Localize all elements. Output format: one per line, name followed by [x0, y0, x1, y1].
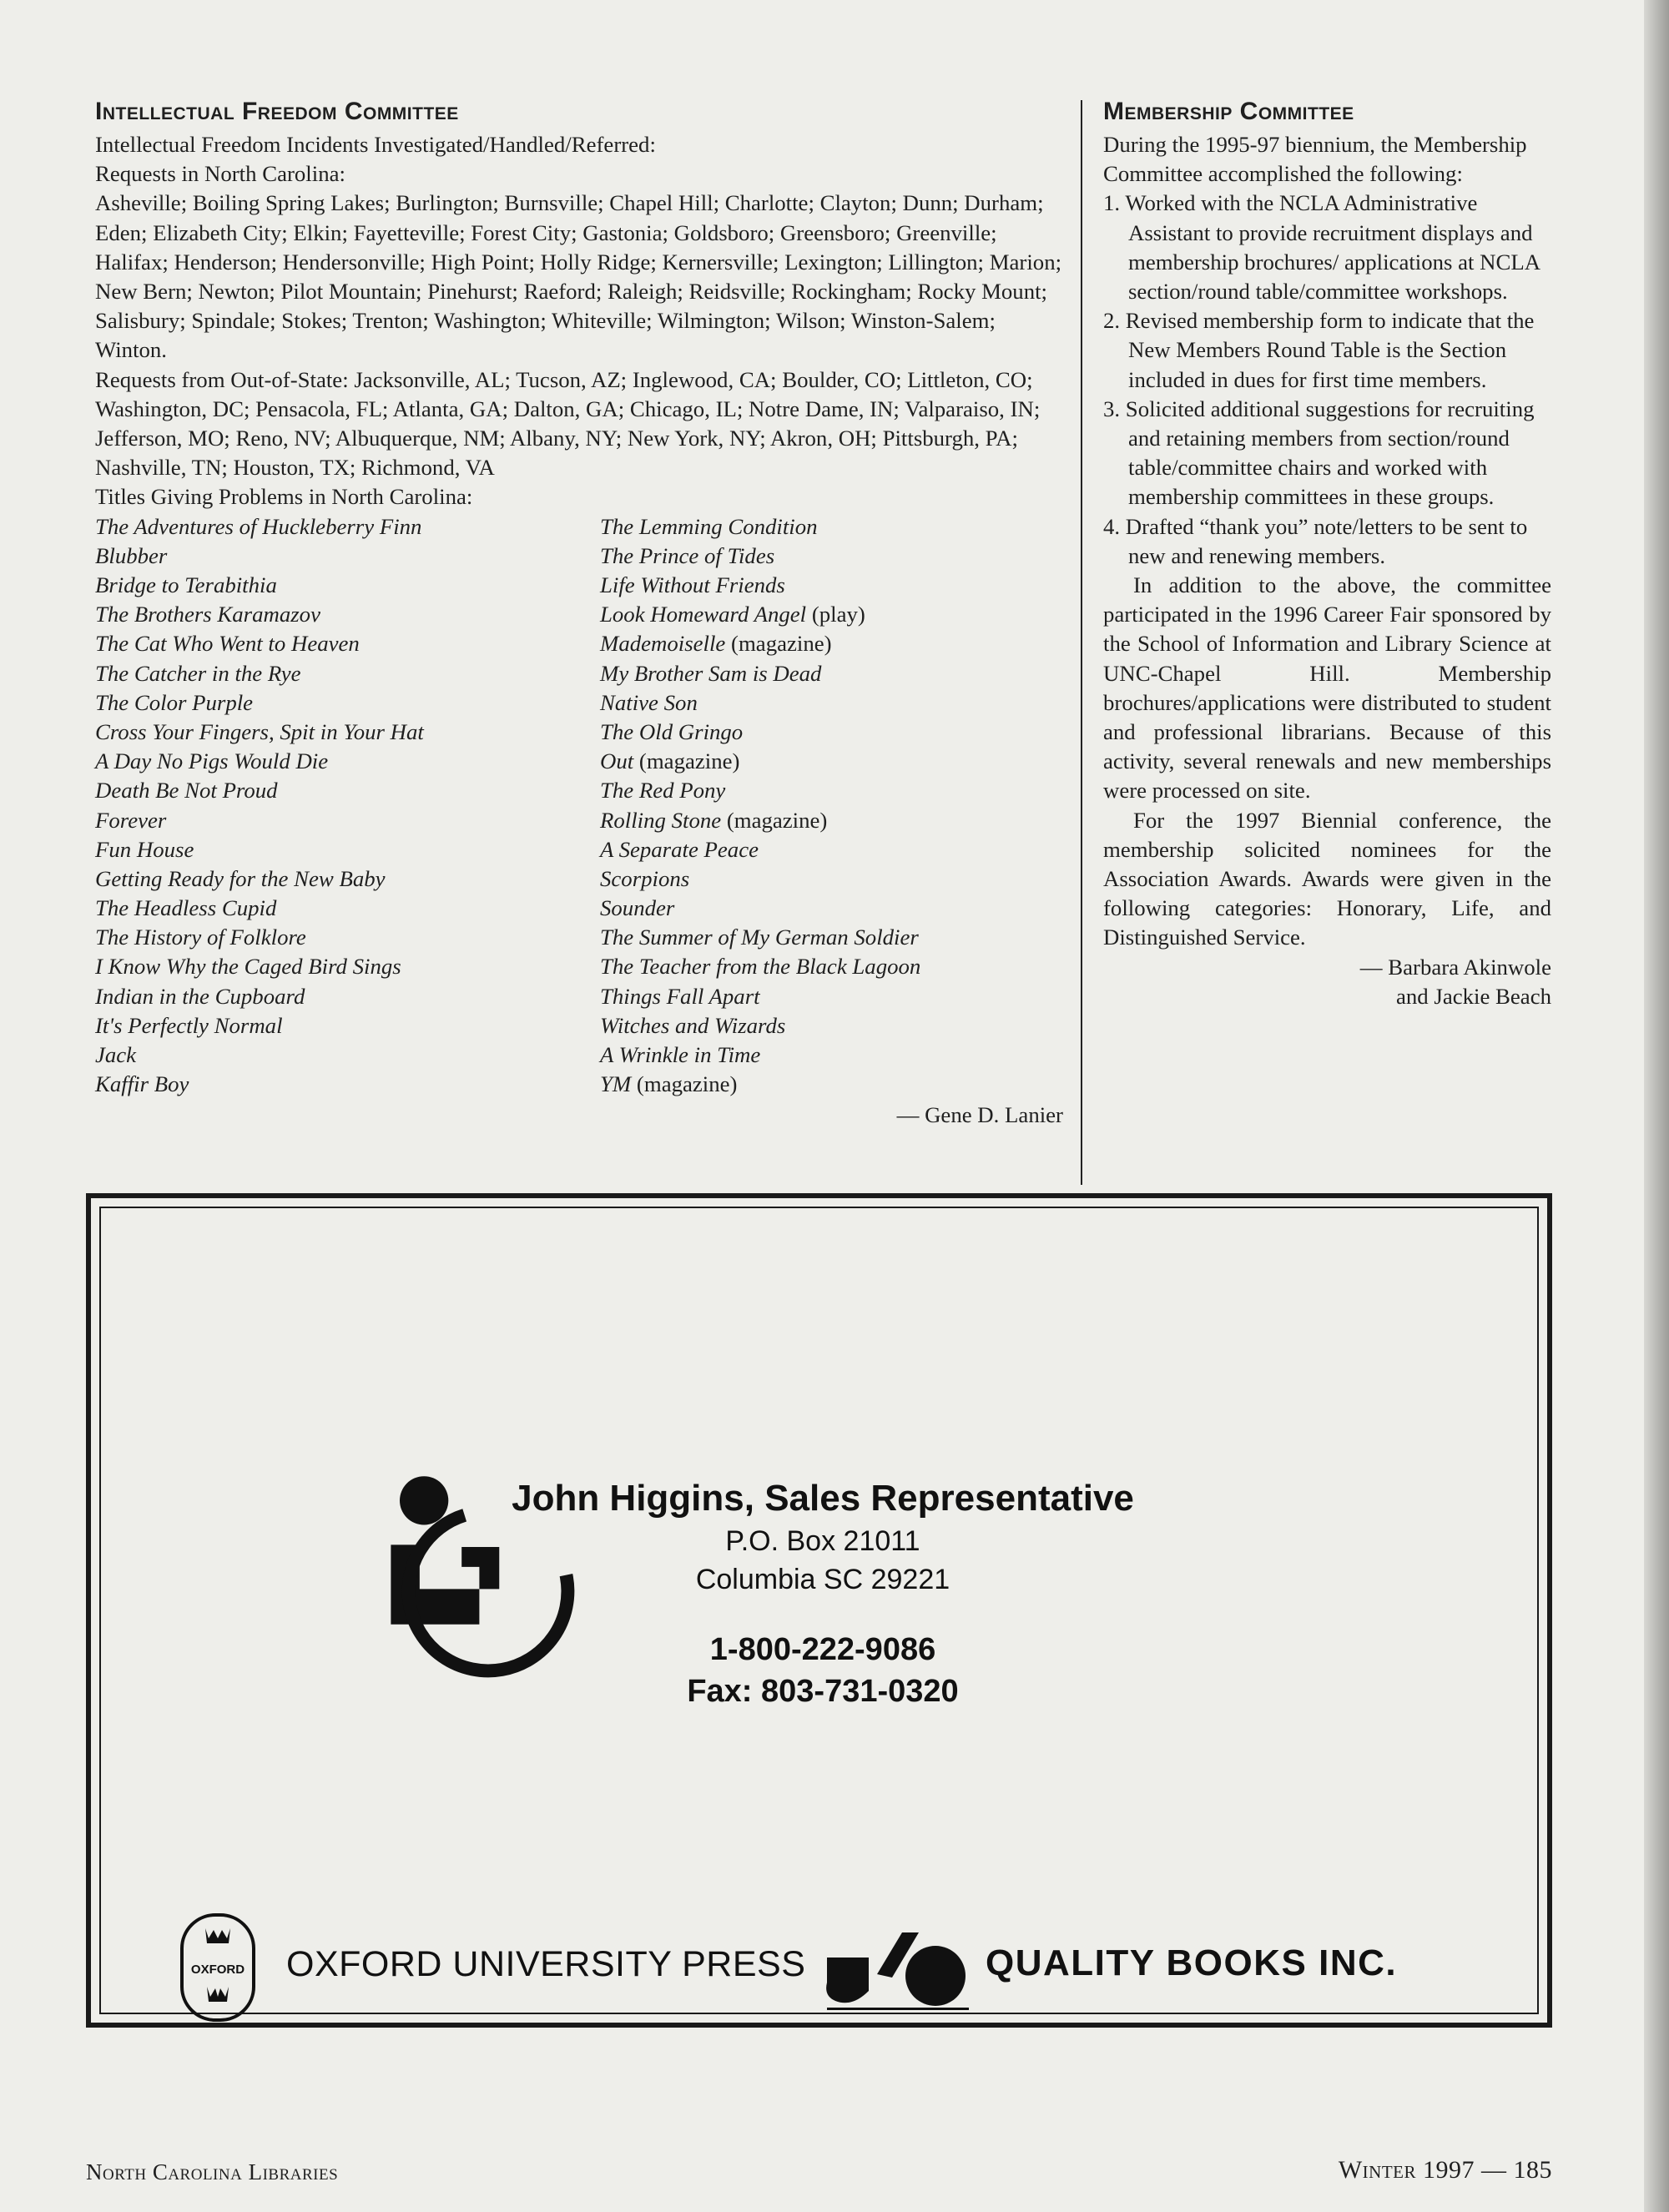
book-title: [600, 688, 920, 718]
rep-name: John Higgins, Sales Representative: [512, 1478, 1134, 1519]
quality-books-name: QUALITY BOOKS INC.: [986, 1942, 1398, 1983]
list-item: 1. Worked with the NCLA Administrative Assistant to provide recruitment displays and membership brochures/ applications at NCLA section/round table/committee workshops.: [1103, 190, 1540, 305]
book-title-text: Mademoiselle: [600, 631, 726, 657]
book-title: [95, 629, 600, 658]
book-format-note: (magazine): [633, 748, 740, 774]
membership-signature-1: — Barbara Akinwole: [1359, 954, 1551, 980]
oxford-university-press-name: OXFORD UNIVERSITY PRESS: [286, 1944, 806, 1984]
book-title-text: Life Without Friends: [600, 572, 785, 598]
book-title: [95, 923, 600, 952]
book-title-text: Cross Your Fingers, Spit in Your Hat: [95, 718, 424, 744]
book-title-text: The Color Purple: [95, 689, 254, 715]
book-title-text: I Know Why the Caged Bird Sings: [95, 954, 401, 980]
book-title-text: Look Homeward Angel: [600, 602, 807, 627]
book-format-note: (magazine): [721, 807, 828, 833]
fax-number: Fax: 803-731-0320: [687, 1674, 959, 1709]
book-title-text: Jack: [95, 1042, 137, 1068]
book-title-text: Bridge to Terabithia: [95, 572, 277, 598]
book-title-text: The Red Pony: [600, 778, 726, 804]
oxford-crest-label: OXFORD: [190, 1963, 245, 1977]
book-title-text: Blubber: [95, 542, 168, 568]
column-divider: [1081, 100, 1082, 1185]
book-title-text: The Lemming Condition: [600, 513, 818, 539]
book-title: [600, 659, 920, 688]
book-title: [95, 718, 600, 747]
nc-requests-label: Requests in North Carolina:: [95, 161, 345, 187]
book-title: [600, 923, 920, 952]
book-title-text: The Cat Who Went to Heaven: [95, 631, 360, 657]
book-title: [95, 600, 600, 629]
book-title: [600, 629, 920, 658]
footer-journal-title: North Carolina Libraries: [86, 2159, 339, 2184]
out-of-state-list: Requests from Out-of-State: Jacksonville, AL; Tucson, AZ; Inglewood, CA; Boulder, CO; Littleton, CO; Washington, DC; Pensacola, FL; Atlanta, GA; Dalton, GA; Chicago, IL; Notre Dame, IN; Valparaiso, IN; Jefferson, MO; Reno, NV; Albuquerque, NM; Albany, NY; New York, NY; Akron, OH; Pittsburgh, PA; Nashville, TN; Houston, TX; Richmond, VA: [95, 366, 1041, 481]
book-title: [600, 600, 920, 629]
book-title-text: Witches and Wizards: [600, 1012, 786, 1038]
book-title-text: A Day No Pigs Would Die: [95, 748, 329, 774]
book-title: [600, 718, 920, 747]
book-title: [95, 776, 600, 805]
titles-column-right: [600, 512, 920, 1100]
oxford-crest-icon: [180, 1913, 255, 2022]
book-title: [95, 512, 600, 542]
membership-section: [1103, 97, 1551, 1011]
book-title: [600, 1011, 920, 1040]
book-title-text: A Separate Peace: [600, 836, 759, 862]
challenged-titles: [95, 512, 1063, 1100]
membership-paragraph-career-fair: In addition to the above, the committee participated in the 1996 Career Fair sponsored by the School of Information and Library Science at UNC-Chapel Hill. Membership brochures/applications were distributed to student and professional librarians. Because of this activity, several renewals and new memberships were processed on site.: [1103, 572, 1551, 804]
book-title-text: The Summer of My German Soldier: [600, 925, 919, 950]
book-title-text: The Prince of Tides: [600, 542, 775, 568]
book-title-text: Indian in the Cupboard: [95, 983, 305, 1009]
book-title: [95, 864, 600, 894]
book-title-text: Things Fall Apart: [600, 983, 760, 1009]
membership-signature-2: and Jackie Beach: [1396, 983, 1551, 1009]
book-title: [95, 659, 600, 688]
book-title-text: Forever: [95, 807, 167, 833]
book-title: [600, 806, 920, 835]
book-title: [95, 688, 600, 718]
book-format-note: (play): [806, 602, 865, 627]
book-title: [600, 542, 920, 571]
book-title: [600, 894, 920, 923]
book-title-text: Death Be Not Proud: [95, 778, 278, 804]
book-title: [95, 1011, 600, 1040]
book-title-text: The History of Folklore: [95, 925, 306, 950]
quality-books-logo-icon: [819, 1924, 977, 2016]
book-title-text: Kaffir Boy: [95, 1071, 189, 1097]
book-title-text: Fun House: [95, 836, 194, 862]
membership-list: [1103, 189, 1551, 571]
book-title: [600, 571, 920, 600]
book-title: [600, 776, 920, 805]
book-title: [600, 952, 920, 981]
phone-number: 1-800-222-9086: [709, 1632, 936, 1667]
book-title-text: A Wrinkle in Time: [600, 1042, 761, 1068]
intellectual-freedom-heading: Intellectual Freedom Committee: [95, 98, 459, 125]
membership-intro: During the 1995-97 biennium, the Membership Committee accomplished the following:: [1103, 132, 1527, 187]
book-title: [95, 542, 600, 571]
book-format-note: (magazine): [631, 1071, 738, 1097]
book-title-text: The Adventures of Huckleberry Finn: [95, 513, 422, 539]
advertisement-box: [86, 1193, 1552, 2028]
book-title-text: Scorpions: [600, 865, 690, 891]
contact-block: [502, 1475, 1144, 1712]
book-title: [600, 1070, 920, 1099]
book-title-text: Sounder: [600, 895, 675, 921]
address-line-2: Columbia SC 29221: [695, 1564, 950, 1595]
nc-cities-list: Asheville; Boiling Spring Lakes; Burlington; Burnsville; Chapel Hill; Charlotte; Clayton; Dunn; Durham; Eden; Elizabeth City; Elkin; Fayetteville; Forest City; Gastonia; Goldsboro; Greensboro; Greenville; Halifax; Henderson; Hendersonville; High Point; Holly Ridge; Kernersville; Lexington; Lillington; Marion; New Bern; Newton; Pilot Mountain; Pinehurst; Raeford; Raleigh; Reidsville; Rockingham; Rocky Mount; Salisbury; Spindale; Stokes; Trenton; Washington; Whiteville; Wilmington; Wilson; Winston-Salem; Winton.: [95, 190, 1062, 363]
book-title-text: My Brother Sam is Dead: [600, 660, 822, 686]
book-title-text: YM: [600, 1071, 632, 1097]
book-title-text: The Catcher in the Rye: [95, 660, 301, 686]
titles-column-left: [95, 512, 600, 1100]
book-title: [95, 571, 600, 600]
book-title: [600, 835, 920, 864]
titles-label: Titles Giving Problems in North Carolina:: [95, 484, 473, 510]
list-item: 3. Solicited additional suggestions for recruiting and retaining members from section/round table/committee chairs and worked with membership committees in these groups.: [1103, 396, 1535, 510]
list-item: 4. Drafted “thank you” note/letters to be sent to new and renewing members.: [1103, 513, 1528, 568]
membership-heading: Membership Committee: [1103, 98, 1354, 125]
book-title: [600, 1040, 920, 1070]
book-title: [95, 835, 600, 864]
book-title: [95, 1070, 600, 1099]
book-title: [600, 512, 920, 542]
book-title-text: The Headless Cupid: [95, 895, 277, 921]
membership-paragraph-awards: For the 1997 Biennial conference, the membership solicited nominees for the Association Awards. Awards were given in the following categories: Honorary, Life, and Distinguished Service.: [1103, 807, 1551, 950]
advertisement-inner-border: [99, 1207, 1539, 2014]
book-title: [95, 952, 600, 981]
ifc-signature: — Gene D. Lanier: [896, 1102, 1063, 1128]
book-title-text: Getting Ready for the New Baby: [95, 865, 386, 891]
book-title: [600, 864, 920, 894]
book-title-text: Rolling Stone: [600, 807, 722, 833]
book-title: [95, 982, 600, 1011]
book-title: [95, 1040, 600, 1070]
page-edge-shadow: [1644, 0, 1669, 2212]
book-title: [95, 806, 600, 835]
incidents-label: Intellectual Freedom Incidents Investigated/Handled/Referred:: [95, 132, 656, 157]
list-item: 2. Revised membership form to indicate that the New Members Round Table is the Section included in dues for first time members.: [1103, 308, 1535, 392]
intellectual-freedom-section: [95, 97, 1063, 1131]
book-title: [600, 982, 920, 1011]
book-title: [95, 747, 600, 776]
book-format-note: (magazine): [725, 631, 832, 657]
book-title: [600, 747, 920, 776]
book-title-text: The Old Gringo: [600, 718, 744, 744]
book-title-text: Native Son: [600, 689, 698, 715]
book-title-text: Out: [600, 748, 634, 774]
book-title-text: The Brothers Karamazov: [95, 602, 320, 627]
book-title-text: It's Perfectly Normal: [95, 1012, 283, 1038]
book-title: [95, 894, 600, 923]
footer-issue-page: Winter 1997 — 185: [1338, 2156, 1552, 2184]
book-title-text: The Teacher from the Black Lagoon: [600, 954, 921, 980]
address-line-1: P.O. Box 21011: [725, 1525, 920, 1557]
